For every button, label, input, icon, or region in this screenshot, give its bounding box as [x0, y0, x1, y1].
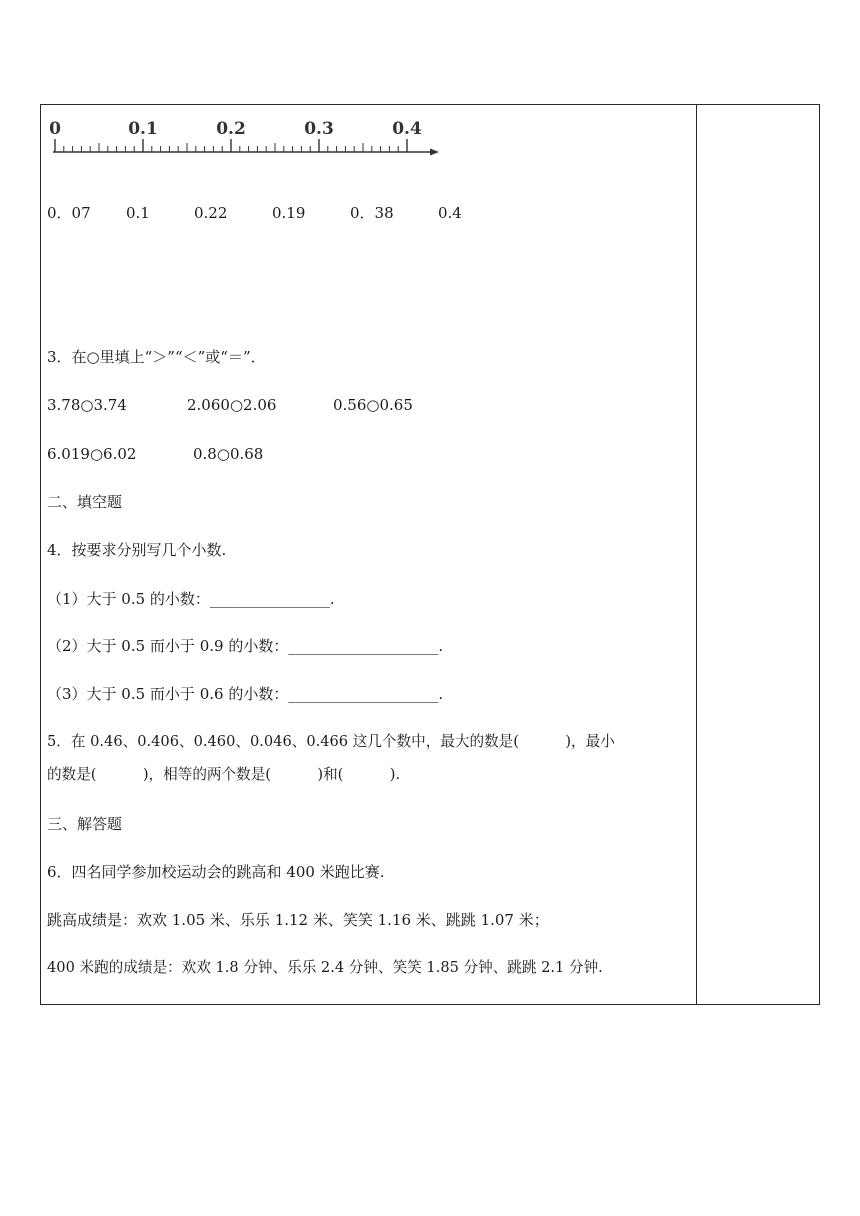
comparison-item: 3.78○3.74 — [47, 396, 127, 414]
section-heading-solve: 三、解答题 — [47, 815, 123, 833]
comparison-item: 0.8○0.68 — [193, 445, 264, 463]
question-4-item-1: （1）大于 0.5 的小数：________________. — [47, 590, 335, 608]
number-line-label: 0 — [49, 119, 61, 139]
question-4-title: 4．按要求分别写几个小数. — [47, 541, 227, 559]
number-item: 0.4 — [438, 204, 462, 222]
question-5-line-1: 5．在 0.46、0.406、0.460、0.046、0.466 这几个数中，最大的数是( )，最小 — [47, 733, 615, 750]
number-item: 0.22 — [194, 204, 228, 222]
question-6-400m-run: 400 米跑的成绩是：欢欢 1.8 分钟、乐乐 2.4 分钟、笑笑 1.85 分钟、跳跳 2.1 分钟. — [47, 959, 603, 976]
number-item: 0.1 — [126, 204, 150, 222]
number-item: 0.19 — [272, 204, 306, 222]
notes-cell — [697, 104, 819, 1005]
comparison-item: 2.060○2.06 — [187, 396, 277, 414]
comparison-item: 6.019○6.02 — [47, 445, 137, 463]
question-4-item-2: （2）大于 0.5 而小于 0.9 的小数：____________________. — [47, 637, 444, 655]
question-5-line-2: 的数是( )，相等的两个数是( )和( ). — [47, 766, 401, 783]
question-6-high-jump: 跳高成绩是：欢欢 1.05 米、乐乐 1.12 米、笑笑 1.16 米、跳跳 1.07 米； — [47, 911, 549, 929]
number-item: 0．07 — [47, 204, 91, 222]
number-line-label: 0.3 — [304, 119, 334, 139]
question-3-title: 3．在○里填上“＞”“＜”或“＝”． — [47, 348, 266, 366]
number-line-figure — [45, 112, 445, 172]
question-4-item-3: （3）大于 0.5 而小于 0.6 的小数：____________________. — [47, 685, 444, 703]
number-line-label: 0.1 — [128, 119, 158, 139]
comparison-item: 0.56○0.65 — [333, 396, 413, 414]
section-heading-fill-blank: 二、填空题 — [47, 493, 123, 511]
number-line-label: 0.2 — [216, 119, 246, 139]
number-line-arrow — [430, 149, 439, 156]
question-6-title: 6．四名同学参加校运动会的跳高和 400 米跑比赛. — [47, 863, 385, 881]
number-item: 0．38 — [350, 204, 394, 222]
number-line-label: 0.4 — [392, 119, 422, 139]
